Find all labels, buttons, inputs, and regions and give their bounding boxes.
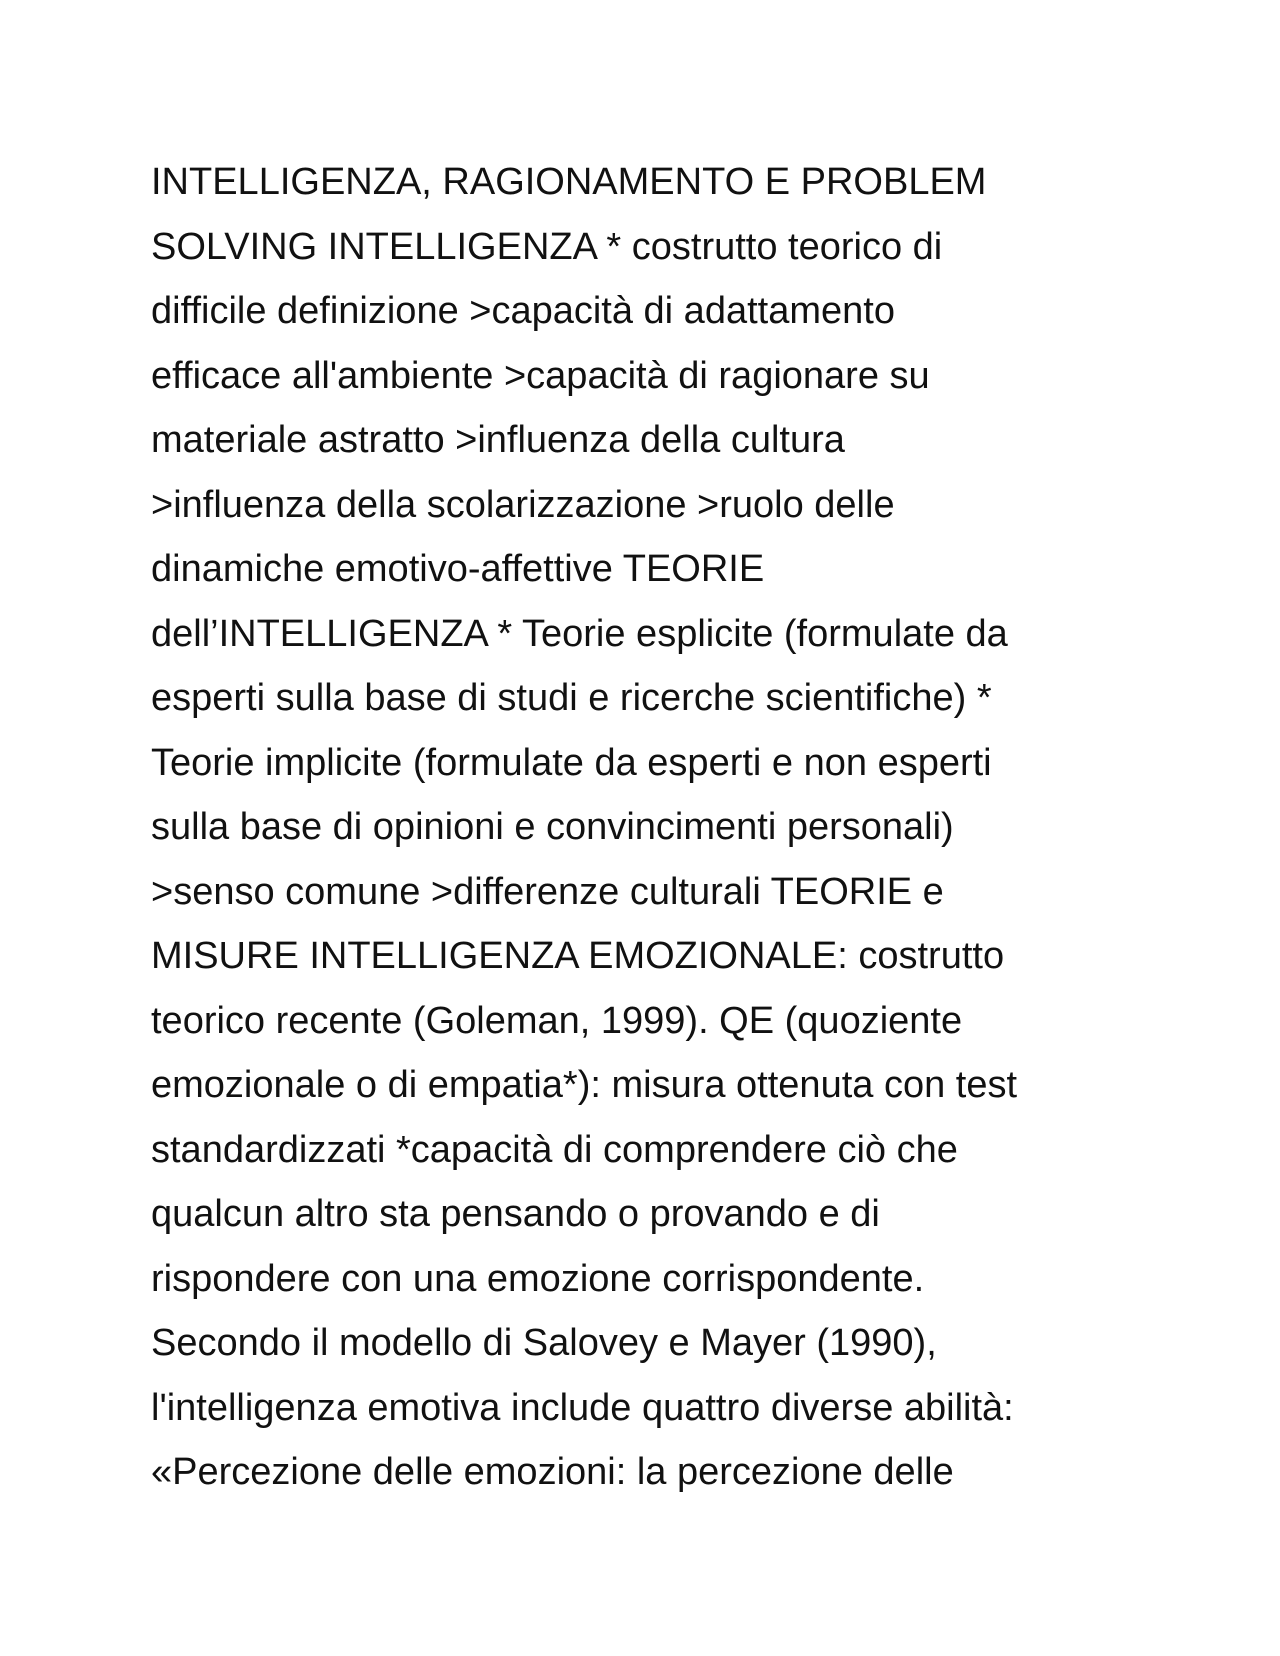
text-line: esperti sulla base di studi e ricerche scientifiche) * (151, 677, 992, 719)
text-line: dinamiche emotivo-affettive TEORIE (151, 548, 765, 590)
text-line: qualcun altro sta pensando o provando e di (151, 1193, 880, 1235)
text-line: INTELLIGENZA, RAGIONAMENTO E PROBLEM (151, 161, 987, 203)
text-line: rispondere con una emozione corrispondente. (151, 1257, 925, 1300)
text-line: MISURE INTELLIGENZA EMOZIONALE: costrutto (151, 935, 1005, 977)
text-line: l'intelligenza emotiva include quattro diverse abilità: (151, 1386, 1014, 1429)
text-line: «Percezione delle emozioni: la percezione delle (151, 1451, 954, 1493)
text-line: dell’INTELLIGENZA * Teorie esplicite (formulate da (151, 612, 1008, 655)
text-line: emozionale o di empatia*): misura ottenuta con test (151, 1064, 1018, 1106)
text-line: teorico recente (Goleman, 1999). QE (quoziente (151, 999, 963, 1042)
text-line: >influenza della scolarizzazione >ruolo delle (151, 483, 895, 526)
text-line: materiale astratto >influenza della cultura (151, 419, 845, 461)
text-line: standardizzati *capacità di comprendere ciò che (151, 1128, 958, 1171)
body-text (151, 150, 1151, 1505)
text-line: SOLVING INTELLIGENZA * costrutto teorico di (151, 225, 943, 268)
text-line: Secondo il modello di Salovey e Mayer (1990), (151, 1322, 937, 1364)
text-line: sulla base di opinioni e convincimenti personali) (151, 806, 954, 848)
text-line: efficace all'ambiente >capacità di ragionare su (151, 354, 930, 397)
text-line: difficile definizione >capacità di adattamento (151, 290, 895, 332)
text-line: Teorie implicite (formulate da esperti e non esperti (151, 741, 992, 784)
text-line: >senso comune >differenze culturali TEORIE e (151, 870, 944, 913)
